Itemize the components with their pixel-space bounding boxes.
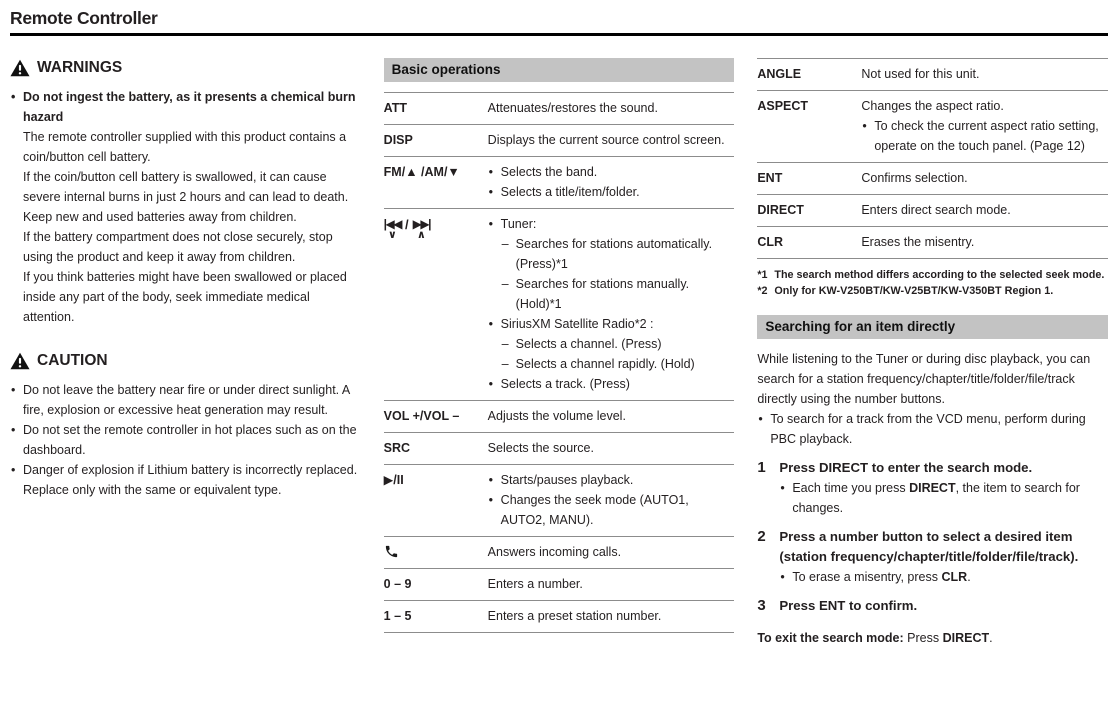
step-number: 3 bbox=[757, 597, 766, 614]
row-description bbox=[861, 232, 1108, 252]
row-key: ANGLE bbox=[757, 67, 802, 81]
bullet-marker: • bbox=[11, 423, 16, 437]
step-item bbox=[757, 596, 1108, 616]
row-description bbox=[488, 542, 735, 562]
table-row bbox=[757, 194, 1108, 226]
footnote-marker: *1 bbox=[757, 269, 768, 281]
row-description bbox=[488, 130, 735, 150]
list-item bbox=[488, 374, 735, 394]
row-description bbox=[861, 168, 1108, 188]
text-segment: To exit the search mode: bbox=[757, 631, 908, 645]
list-item-text: Selects a title/item/folder. bbox=[500, 185, 640, 199]
list-item bbox=[488, 274, 735, 314]
step-number: 1 bbox=[757, 459, 766, 476]
desc-line: Selects the source. bbox=[487, 441, 594, 455]
bullet-marker: • bbox=[11, 383, 16, 397]
seek-back-icon: |◀◀ ∨ bbox=[383, 217, 401, 241]
desc-line: Erases the misentry. bbox=[861, 235, 975, 249]
seek-forward-icon: ▶▶| ∧ bbox=[412, 217, 430, 241]
list-item bbox=[861, 116, 1108, 156]
text-segment: . bbox=[967, 570, 971, 584]
list-item bbox=[10, 420, 361, 460]
row-key: ▶/II bbox=[383, 473, 404, 487]
row-key: 0 – 9 bbox=[383, 577, 412, 591]
list-item-text: Searches for stations manually. (Hold)*1 bbox=[515, 277, 690, 311]
row-key: CLR bbox=[757, 235, 784, 249]
left-column bbox=[10, 58, 361, 648]
list-item-text: Starts/pauses playback. bbox=[500, 473, 634, 487]
list-item bbox=[10, 460, 361, 500]
separator: / bbox=[405, 217, 409, 232]
paragraph-line: If the coin/button cell battery is swallowed, it can cause severe internal burns in just 2 hours and can lead to death. bbox=[23, 170, 349, 204]
list-item bbox=[488, 470, 735, 490]
table-row bbox=[384, 400, 735, 432]
list-item-text: Selects a channel rapidly. (Hold) bbox=[515, 357, 695, 371]
step-item bbox=[757, 458, 1108, 518]
row-description bbox=[861, 200, 1108, 220]
table-row bbox=[757, 226, 1108, 258]
step-bullet bbox=[779, 567, 1108, 587]
bullet-marker: • bbox=[11, 463, 16, 477]
list-item-text: Selects a track. (Press) bbox=[500, 377, 630, 391]
footnote bbox=[757, 268, 1108, 284]
desc-line: Attenuates/restores the sound. bbox=[487, 101, 658, 115]
table-row bbox=[384, 600, 735, 632]
seek-icon bbox=[384, 217, 430, 240]
row-description bbox=[861, 64, 1108, 84]
text-segment: . bbox=[989, 631, 993, 645]
desc-line: Adjusts the volume level. bbox=[487, 409, 626, 423]
warnings-title: WARNINGS bbox=[37, 59, 123, 76]
text-segment: DIRECT bbox=[909, 481, 956, 495]
list-item-text: Changes the seek mode (AUTO1, AUTO2, MANU). bbox=[500, 493, 689, 527]
table-row bbox=[384, 124, 735, 156]
columns bbox=[10, 58, 1108, 648]
searching-intro: While listening to the Tuner or during disc playback, you can search for a station frequency/chapter/title/folder/file/track directly using the number buttons. bbox=[757, 352, 1091, 406]
step-item bbox=[757, 527, 1108, 587]
list-item bbox=[488, 490, 735, 530]
step-title: Press DIRECT to enter the search mode. bbox=[779, 460, 1033, 475]
searching-intro-bullet bbox=[757, 409, 1108, 449]
warnings-heading bbox=[10, 58, 361, 78]
table-row bbox=[384, 92, 735, 124]
table-row bbox=[384, 568, 735, 600]
step-title: Press a number button to select a desired item (station frequency/chapter/title/folder/file/track). bbox=[779, 529, 1079, 564]
desc-line: Displays the current source control screen. bbox=[487, 133, 725, 147]
row-key bbox=[384, 542, 488, 562]
text-segment: To erase a misentry, press bbox=[792, 570, 942, 584]
steps-list bbox=[757, 458, 1108, 616]
list-item bbox=[488, 162, 735, 182]
table-row bbox=[757, 90, 1108, 162]
row-description bbox=[488, 214, 735, 394]
bullet-marker: • bbox=[488, 473, 494, 487]
list-item-text: Do not set the remote controller in hot places such as on the dashboard. bbox=[23, 423, 357, 457]
dash-marker: – bbox=[501, 357, 509, 371]
step-body bbox=[779, 596, 1108, 616]
text-segment: DIRECT bbox=[942, 631, 990, 645]
footnote-marker: *2 bbox=[757, 284, 768, 297]
bullet-marker: • bbox=[488, 493, 494, 507]
warning-lead-text: Do not ingest the battery, as it presents a chemical burn hazard bbox=[23, 90, 356, 124]
list-item bbox=[488, 182, 735, 202]
table-row bbox=[757, 162, 1108, 194]
list-item-text: Searches for stations automatically. (Press)*1 bbox=[515, 237, 713, 271]
step-bullet bbox=[779, 478, 1108, 518]
table-row bbox=[384, 536, 735, 568]
table-row bbox=[384, 432, 735, 464]
warning-triangle-icon bbox=[10, 59, 30, 77]
paragraph-line: Keep new and used batteries away from children. bbox=[23, 210, 297, 224]
row-key: ATT bbox=[383, 101, 408, 115]
text-segment: Press bbox=[907, 631, 943, 645]
row-description bbox=[488, 98, 735, 118]
row-key: 1 – 5 bbox=[383, 609, 412, 623]
desc-line: Enters a preset station number. bbox=[487, 609, 662, 623]
footnote-text: The search method differs according to the selected seek mode. bbox=[774, 269, 1105, 281]
desc-line: Confirms selection. bbox=[861, 171, 968, 185]
basic-operations-table bbox=[384, 92, 735, 633]
intro-bullet-text: To search for a track from the VCD menu, perform during PBC playback. bbox=[770, 412, 1086, 446]
searching-header: Searching for an item directly bbox=[757, 315, 1108, 339]
bullet-marker: • bbox=[488, 217, 494, 231]
page-title: Remote Controller bbox=[10, 8, 1108, 36]
table-row bbox=[384, 464, 735, 536]
bullet-marker: • bbox=[488, 377, 494, 391]
bullet-marker: • bbox=[862, 119, 867, 133]
phone-handset-icon bbox=[384, 544, 482, 559]
desc-line: Enters a number. bbox=[487, 577, 583, 591]
row-description bbox=[488, 406, 735, 426]
dash-marker: – bbox=[501, 277, 509, 291]
row-description bbox=[861, 96, 1108, 156]
step-number: 2 bbox=[757, 528, 766, 545]
warning-lead bbox=[10, 87, 361, 127]
row-key: VOL +/VOL – bbox=[383, 409, 460, 423]
table-row bbox=[384, 208, 735, 400]
caution-heading bbox=[10, 351, 361, 371]
bullet-marker: • bbox=[488, 165, 494, 179]
dash-marker: – bbox=[501, 337, 509, 351]
middle-column bbox=[384, 58, 735, 648]
exit-note bbox=[757, 628, 1108, 648]
row-description bbox=[488, 162, 735, 202]
list-item bbox=[488, 214, 735, 234]
bullet-marker: • bbox=[488, 185, 494, 199]
text-segment: CLR bbox=[941, 570, 968, 584]
list-item bbox=[488, 314, 735, 334]
step-body bbox=[779, 458, 1108, 518]
row-key: ENT bbox=[757, 171, 783, 185]
list-item-text: Tuner: bbox=[500, 217, 537, 231]
footnotes bbox=[757, 268, 1108, 299]
footnote-text: Only for KW-V250BT/KW-V25BT/KW-V350BT Region 1. bbox=[774, 284, 1054, 297]
list-item-text: Do not leave the battery near fire or under direct sunlight. A fire, explosion or excessive heat generation may result. bbox=[23, 383, 350, 417]
table-row bbox=[384, 156, 735, 208]
bullet-marker: • bbox=[780, 481, 785, 495]
row-key: DIRECT bbox=[757, 203, 804, 217]
footnote bbox=[757, 284, 1108, 300]
row-key bbox=[384, 214, 488, 394]
desc-line: Not used for this unit. bbox=[861, 67, 980, 81]
basic-operations-header: Basic operations bbox=[384, 58, 735, 82]
row-description bbox=[488, 606, 735, 626]
list-item-text: To check the current aspect ratio setting, operate on the touch panel. (Page 12) bbox=[874, 119, 1099, 153]
list-item-text: Selects a channel. (Press) bbox=[515, 337, 662, 351]
caution-title: CAUTION bbox=[37, 352, 108, 369]
row-key: FM/▲ /AM/▼ bbox=[383, 165, 460, 179]
warning-paragraphs bbox=[10, 127, 361, 327]
step-title: Press ENT to confirm. bbox=[779, 598, 918, 613]
desc-line: Changes the aspect ratio. bbox=[861, 99, 1004, 113]
desc-line: Answers incoming calls. bbox=[487, 545, 622, 559]
bullet-marker: • bbox=[488, 317, 494, 331]
row-key: DISP bbox=[383, 133, 413, 147]
paragraph-line: If you think batteries might have been swallowed or placed inside any part of the body, seek immediate medical attention. bbox=[23, 270, 347, 324]
list-item-text: Selects the band. bbox=[500, 165, 598, 179]
text-segment: Each time you press bbox=[792, 481, 910, 495]
paragraph-line: If the battery compartment does not close securely, stop using the product and keep it away from children. bbox=[23, 230, 333, 264]
list-item bbox=[488, 354, 735, 374]
table-row bbox=[757, 58, 1108, 90]
row-description bbox=[488, 470, 735, 530]
step-body bbox=[779, 527, 1108, 587]
paragraph-line: The remote controller supplied with this product contains a coin/button cell battery. bbox=[23, 130, 347, 164]
list-item-text: SiriusXM Satellite Radio*2 : bbox=[500, 317, 654, 331]
row-key: SRC bbox=[383, 441, 411, 455]
list-item bbox=[10, 380, 361, 420]
controls-table bbox=[757, 58, 1108, 259]
list-item-text: Danger of explosion if Lithium battery is incorrectly replaced. Replace only with the same or equivalent type. bbox=[23, 463, 358, 497]
list-item bbox=[488, 234, 735, 274]
bullet-marker: • bbox=[780, 570, 785, 584]
desc-line: Enters direct search mode. bbox=[861, 203, 1011, 217]
caution-list bbox=[10, 380, 361, 500]
bullet-marker: • bbox=[11, 90, 16, 104]
warning-triangle-icon bbox=[10, 352, 30, 370]
row-key: ASPECT bbox=[757, 99, 809, 113]
text-segment: , the item to search for changes. bbox=[792, 481, 1080, 515]
bullet-marker: • bbox=[758, 412, 763, 426]
row-description bbox=[488, 438, 735, 458]
row-description bbox=[488, 574, 735, 594]
dash-marker: – bbox=[501, 237, 509, 251]
right-column bbox=[757, 58, 1108, 648]
list-item bbox=[488, 334, 735, 354]
